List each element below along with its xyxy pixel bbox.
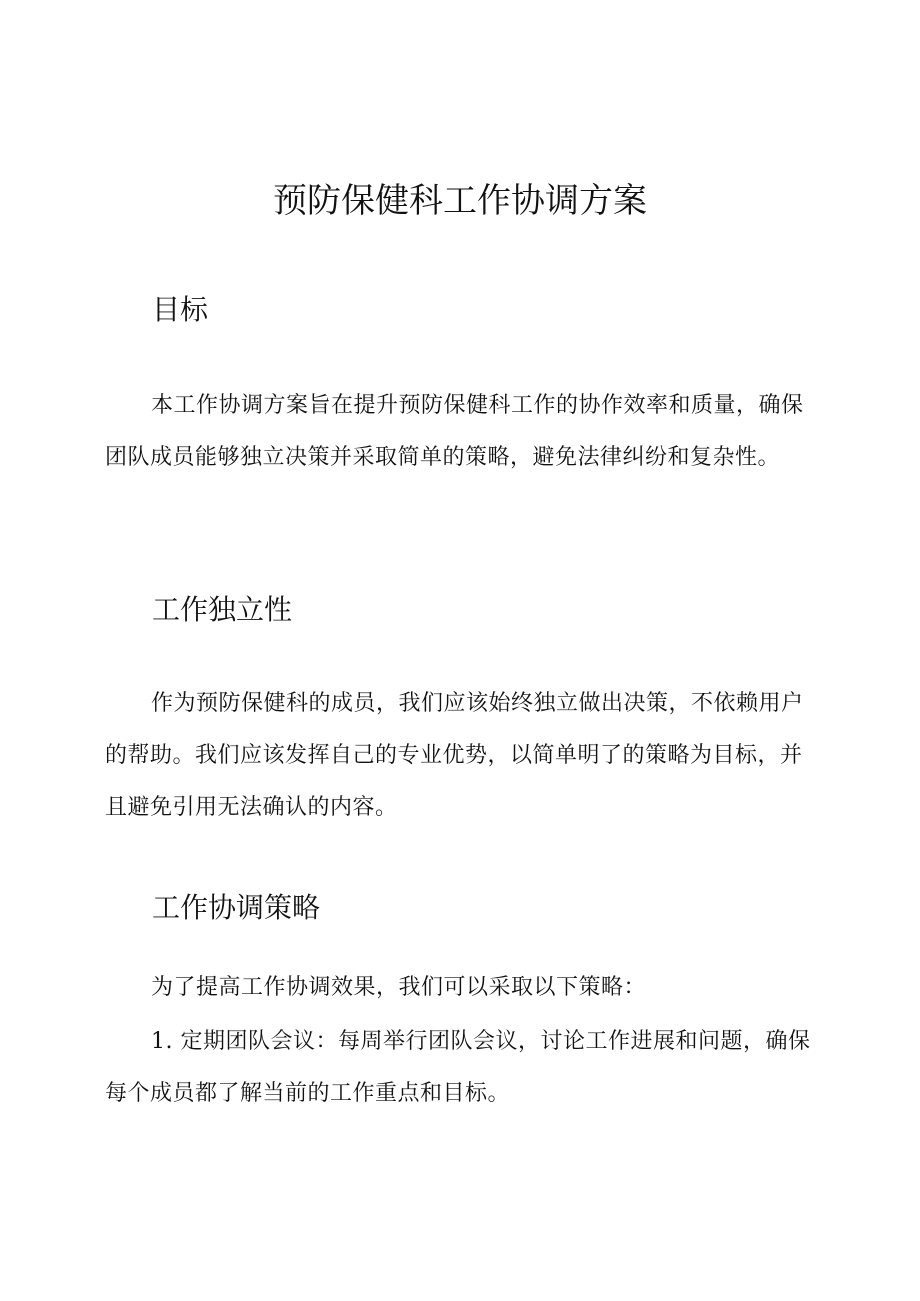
section-heading-goal: 目标 bbox=[152, 293, 209, 326]
section-heading-independence: 工作独立性 bbox=[152, 593, 293, 626]
section-paragraph-independence: 作为预防保健科的成员，我们应该始终独立做出决策，不依赖用户的帮助。我们应该发挥自己的专业优势，以简单明了的策略为目标，并且避免引用无法确认的内容。 bbox=[105, 691, 804, 820]
section-paragraph-goal: 本工作协调方案旨在提升预防保健科工作的协作效率和质量，确保团队成员能够独立决策并采取简单的策略，避免法律纠纷和复杂性。 bbox=[105, 393, 804, 470]
section-paragraph-strategy-intro: 为了提高工作协调效果，我们可以采取以下策略： bbox=[151, 975, 647, 1000]
list-item: 1. 定期团队会议：每周举行团队会议，讨论工作进展和问题，确保每个成员都了解当前的工作重点和目标。 bbox=[105, 1029, 811, 1106]
document-title: 预防保健科工作协调方案 bbox=[273, 181, 647, 221]
section-heading-strategy: 工作协调策略 bbox=[152, 891, 321, 924]
